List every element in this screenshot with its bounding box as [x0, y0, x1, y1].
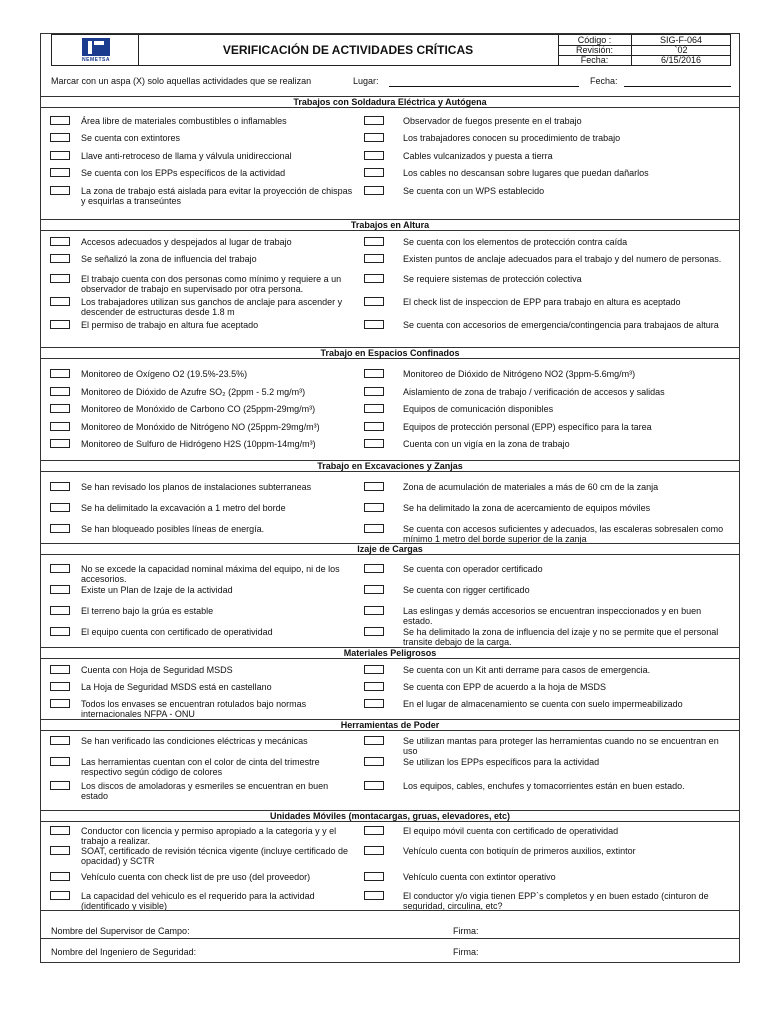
activity-checkbox[interactable]	[364, 757, 384, 766]
activity-label: El trabajo cuenta con dos personas como mínimo y requiere a un observador de trabajo en supervisado por otra persona.	[81, 274, 342, 294]
activity-label: Equipos de protección personal (EPP) específico para la tarea	[403, 422, 652, 432]
footer-row-divider	[41, 938, 739, 939]
date-row	[558, 55, 730, 65]
activity-checkbox[interactable]	[364, 168, 384, 177]
activity-checkbox[interactable]	[364, 387, 384, 396]
activity-checkbox[interactable]	[50, 627, 70, 636]
activity-checkbox[interactable]	[364, 665, 384, 674]
activity-checkbox[interactable]	[50, 482, 70, 491]
activity-label: Observador de fuegos presente en el trabajo	[403, 116, 582, 126]
activity-checkbox[interactable]	[364, 606, 384, 615]
activity-checkbox[interactable]	[364, 422, 384, 431]
activity-checkbox[interactable]	[364, 781, 384, 790]
activity-checkbox[interactable]	[50, 422, 70, 431]
activity-label: Área libre de materiales combustibles o inflamables	[81, 116, 287, 126]
activity-label: Monitoreo de Dióxido de Nitrógeno NO2 (3ppm-5.6mg/m³)	[403, 369, 636, 379]
activity-checkbox[interactable]	[364, 369, 384, 378]
activity-checkbox[interactable]	[50, 274, 70, 283]
activity-label: Cuenta con Hoja de Seguridad MSDS	[81, 665, 233, 675]
activity-checkbox[interactable]	[364, 736, 384, 745]
activity-label: SOAT, certificado de revisión técnica vigente (incluye certificado de opacidad) y SCTR	[81, 846, 348, 866]
activity-checkbox[interactable]	[50, 387, 70, 396]
form-header	[51, 34, 731, 66]
section-title: Izaje de Cargas	[41, 543, 739, 555]
activity-label: Las eslingas y demás accesorios se encuentran inspeccionados y en buen estado.	[403, 606, 702, 626]
activity-label: Cuenta con un vigía en la zona de trabajo	[403, 439, 570, 449]
activity-checkbox[interactable]	[364, 151, 384, 160]
date-value: 6/15/2016	[660, 55, 702, 65]
activity-label: Se han bloqueado posibles líneas de energía.	[81, 524, 265, 534]
activity-checkbox[interactable]	[364, 297, 384, 306]
activity-label: Los trabajadores conocen su procedimiento de trabajo	[403, 133, 621, 143]
activity-checkbox[interactable]	[50, 846, 70, 855]
activity-label: Vehículo cuenta con check list de pre uso (del proveedor)	[81, 872, 311, 882]
activity-label: Se han verificado las condiciones eléctricas y mecánicas	[81, 736, 308, 746]
activity-label: Monitoreo de Dióxido de Azufre SO₂ (2ppm - 5.2 mg/m³)	[81, 387, 306, 397]
activity-label: La Hoja de Seguridad MSDS está en castellano	[81, 682, 272, 692]
activity-label: Todos los envases se encuentran rotulados bajo normas internacionales NFPA - ONU	[81, 699, 307, 719]
date-label: Fecha:	[558, 55, 632, 65]
activity-checkbox[interactable]	[364, 320, 384, 329]
activity-checkbox[interactable]	[50, 369, 70, 378]
activity-label: Llave anti-retroceso de llama y válvula unidireccional	[81, 151, 292, 161]
instruction-text: Marcar con un aspa (X) solo aquellas actividades que se realizan	[51, 76, 312, 86]
activity-checkbox[interactable]	[50, 682, 70, 691]
activity-label: El check list de inspeccion de EPP para trabajo en altura es aceptado	[403, 297, 681, 307]
code-label: Código :	[558, 35, 632, 45]
activity-checkbox[interactable]	[364, 186, 384, 195]
activity-label: Vehículo cuenta con botiquín de primeros auxilios, extintor	[403, 846, 636, 856]
activity-label: Monitoreo de Oxígeno O2 (19.5%-23.5%)	[81, 369, 248, 379]
activity-label: La capacidad del vehiculo es el requerido para la actividad (identificado y visible)	[81, 891, 315, 911]
activity-checkbox[interactable]	[50, 186, 70, 195]
revision-label: Revisión:	[558, 45, 632, 55]
activity-label: Zona de acumulación de materiales a más de 60 cm de la zanja	[403, 482, 659, 492]
activity-checkbox[interactable]	[50, 254, 70, 263]
activity-label: Los trabajadores utilizan sus ganchos de anclaje para ascender y descender de estructuras desde 1.8 m	[81, 297, 343, 317]
activity-label: Se señalizó la zona de influencia del trabajo	[81, 254, 257, 264]
supervisor-label: Nombre del Supervisor de Campo:	[51, 926, 190, 936]
activity-label: Los cables no descansan sobre lugares que puedan dañarlos	[403, 168, 649, 178]
activity-checkbox[interactable]	[364, 826, 384, 835]
activity-checkbox[interactable]	[50, 320, 70, 329]
section-title: Trabajos con Soldadura Eléctrica y Autógena	[41, 96, 739, 108]
activity-checkbox[interactable]	[364, 237, 384, 246]
activity-label: Se cuenta con rigger certificado	[403, 585, 530, 595]
activity-checkbox[interactable]	[364, 564, 384, 573]
activity-label: En el lugar de almacenamiento se cuenta con suelo impermeabilizado	[403, 699, 683, 709]
activity-label: Se cuenta con los elementos de protección contra caída	[403, 237, 628, 247]
activity-label: Los equipos, cables, enchufes y tomacorrientes están en buen estado.	[403, 781, 685, 791]
activity-label: Existen puntos de anclaje adecuados para el trabajo y del numero de personas.	[403, 254, 722, 264]
activity-checkbox[interactable]	[50, 781, 70, 790]
activity-label: Accesos adecuados y despejados al lugar de trabajo	[81, 237, 292, 247]
revision-value: `02	[674, 45, 688, 55]
activity-label: El equipo móvil cuenta con certificado de operatividad	[403, 826, 619, 836]
activity-label: Monitoreo de Monóxido de Nitrógeno NO (25ppm-29mg/m³)	[81, 422, 320, 432]
activity-label: Aislamiento de zona de trabajo / verificación de accesos y salidas	[403, 387, 665, 397]
activity-checkbox[interactable]	[364, 872, 384, 881]
activity-label: El equipo cuenta con certificado de operatividad	[81, 627, 273, 637]
section-title: Trabajo en Excavaciones y Zanjas	[41, 460, 739, 472]
activity-label: Cables vulcanizados y puesta a tierra	[403, 151, 553, 161]
activity-label: El terreno bajo la grúa es estable	[81, 606, 214, 616]
activity-label: Se utilizan los EPPs específicos para la actividad	[403, 757, 600, 767]
section-title: Materiales Peligrosos	[41, 647, 739, 659]
activity-label: Se cuenta con extintores	[81, 133, 181, 143]
activity-checkbox[interactable]	[50, 699, 70, 708]
activity-checkbox[interactable]	[364, 274, 384, 283]
logo-text: NEMETSA	[82, 57, 110, 63]
verification-form	[40, 33, 740, 963]
activity-checkbox[interactable]	[50, 297, 70, 306]
activity-checkbox[interactable]	[364, 699, 384, 708]
activity-checkbox[interactable]	[364, 524, 384, 533]
activity-label: Se utilizan mantas para proteger las herramientas cuando no se encuentran en uso	[403, 736, 719, 756]
activity-checkbox[interactable]	[50, 237, 70, 246]
code-value: SIG-F-064	[659, 35, 702, 45]
supervisor-signature-label: Firma:	[453, 926, 479, 936]
activity-checkbox[interactable]	[364, 682, 384, 691]
activity-label: Equipos de comunicación disponibles	[403, 404, 554, 414]
activity-checkbox[interactable]	[50, 116, 70, 125]
activity-checkbox[interactable]	[50, 133, 70, 142]
activity-checkbox[interactable]	[364, 891, 384, 900]
activity-label: Se ha delimitado la excavación a 1 metro del borde	[81, 503, 286, 513]
activity-checkbox[interactable]	[364, 482, 384, 491]
activity-checkbox[interactable]	[50, 503, 70, 512]
activity-label: Se requiere sistemas de protección colectiva	[403, 274, 582, 284]
activity-label: Monitoreo de Sulfuro de Hidrógeno H2S (10ppm-14mg/m³)	[81, 439, 316, 449]
activity-checkbox[interactable]	[50, 665, 70, 674]
activity-checkbox[interactable]	[50, 872, 70, 881]
activity-label: Se ha delimitado la zona de acercamiento de equipos móviles	[403, 503, 651, 513]
activity-checkbox[interactable]	[364, 846, 384, 855]
activity-label: Monitoreo de Monóxido de Carbono CO (25ppm-29mg/m³)	[81, 404, 316, 414]
activity-label: Vehículo cuenta con extintor operativo	[403, 872, 556, 882]
company-logo	[52, 35, 139, 65]
activity-checkbox[interactable]	[50, 404, 70, 413]
activity-label: La zona de trabajo está aislada para evitar la proyección de chispas y esquirlas a transeúntes	[81, 186, 353, 206]
section-title: Trabajo en Espacios Confinados	[41, 347, 739, 359]
activity-checkbox[interactable]	[50, 757, 70, 766]
section-title: Trabajos en Altura	[41, 219, 739, 231]
activity-checkbox[interactable]	[50, 736, 70, 745]
activity-label: Se ha delimitado la zona de influencia del izaje y no se permite que el personal transite debajo de la carga.	[403, 627, 719, 647]
activity-checkbox[interactable]	[364, 254, 384, 263]
activity-checkbox[interactable]	[50, 585, 70, 594]
engineer-label: Nombre del Ingeniero de Seguridad:	[51, 947, 197, 957]
activity-checkbox[interactable]	[364, 503, 384, 512]
activity-label: Se cuenta con EPP de acuerdo a la hoja de MSDS	[403, 682, 606, 692]
nemetsa-logo-icon	[82, 38, 110, 56]
activity-checkbox[interactable]	[50, 524, 70, 533]
activity-checkbox[interactable]	[50, 439, 70, 448]
activity-checkbox[interactable]	[364, 116, 384, 125]
activity-checkbox[interactable]	[50, 564, 70, 573]
activity-label: Se han revisado los planos de instalaciones subterraneas	[81, 482, 312, 492]
activity-checkbox[interactable]	[364, 133, 384, 142]
activity-label: Se cuenta con accesorios de emergencia/contingencia para trabajaos de altura	[403, 320, 719, 330]
section-title: Unidades Móviles (montacargas, gruas, elevadores, etc)	[41, 810, 739, 822]
activity-label: Las herramientas cuentan con el color de cinta del trimestre respectivo según código de colores	[81, 757, 320, 777]
activity-checkbox[interactable]	[50, 606, 70, 615]
activity-checkbox[interactable]	[364, 439, 384, 448]
activity-checkbox[interactable]	[50, 891, 70, 900]
activity-checkbox[interactable]	[364, 627, 384, 636]
activity-label: Se cuenta con los EPPs específicos de la actividad	[81, 168, 286, 178]
activity-label: Se cuenta con operador certificado	[403, 564, 543, 574]
activity-label: El permiso de trabajo en altura fue aceptado	[81, 320, 259, 330]
activity-checkbox[interactable]	[364, 585, 384, 594]
activity-label: Se cuenta con accesos suficientes y adecuados, las escaleras sobresalen como mínimo 1 metro del borde superior de la zanja	[403, 524, 724, 544]
place-label: Lugar:	[353, 76, 379, 86]
activity-label: El conductor y/o vigia tienen EPP`s completos y en buen estado (cinturon de seguridad, circulina, etc?	[403, 891, 709, 911]
section-title: Herramientas de Poder	[41, 719, 739, 731]
activity-checkbox[interactable]	[364, 404, 384, 413]
activity-label: Se cuenta con un WPS establecido	[403, 186, 545, 196]
activity-label: No se excede la capacidad nominal máxima del equipo, ni de los accesorios.	[81, 564, 340, 584]
date-field-label: Fecha:	[590, 76, 618, 86]
form-title: VERIFICACIÓN DE ACTIVIDADES CRÍTICAS	[138, 35, 559, 65]
activity-checkbox[interactable]	[50, 168, 70, 177]
activity-label: Existe un Plan de Izaje de la actividad	[81, 585, 233, 595]
footer-divider	[41, 910, 739, 911]
activity-checkbox[interactable]	[50, 826, 70, 835]
activity-label: Conductor con licencia y permiso apropiado a la categoria y y el trabajo a realizar.	[81, 826, 337, 846]
activity-checkbox[interactable]	[50, 151, 70, 160]
activity-label: Los discos de amoladoras y esmeriles se encuentran en buen estado	[81, 781, 329, 801]
engineer-signature-label: Firma:	[453, 947, 479, 957]
place-field[interactable]	[389, 86, 579, 87]
date-field[interactable]	[624, 86, 731, 87]
activity-label: Se cuenta con un Kit anti derrame para casos de emergencia.	[403, 665, 651, 675]
